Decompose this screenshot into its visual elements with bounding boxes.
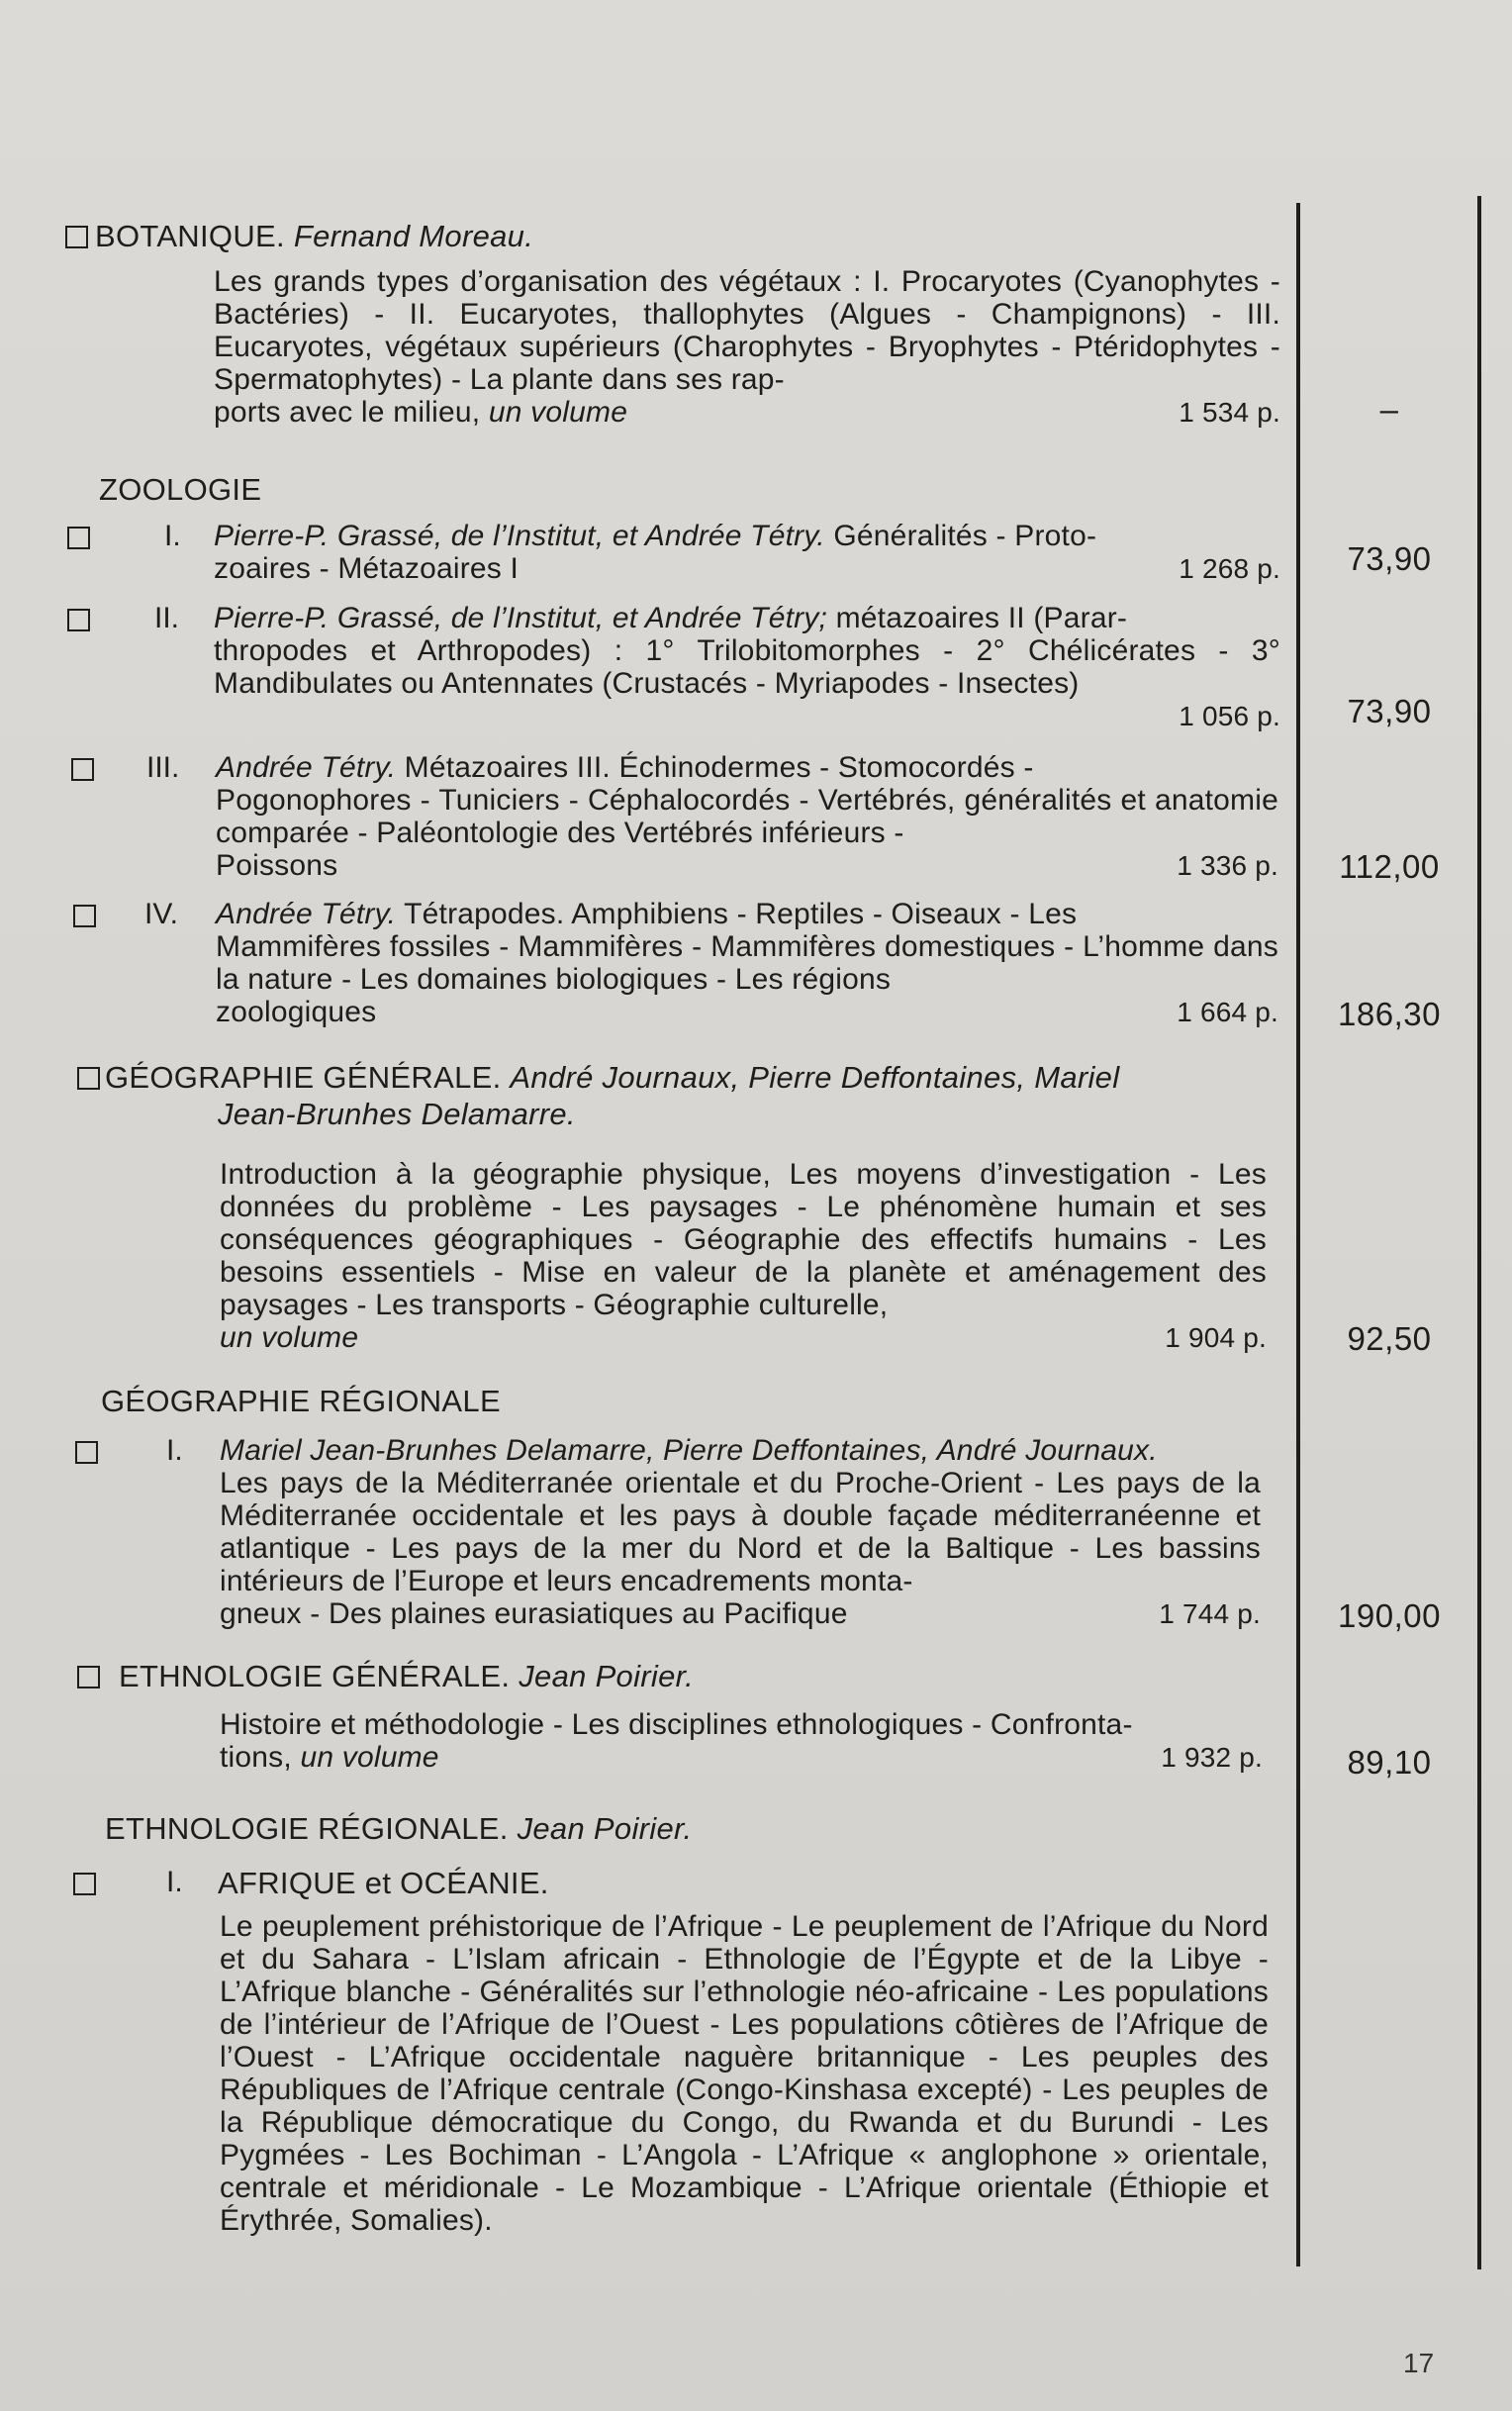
entry-title: ETHNOLOGIE GÉNÉRALE.: [119, 1659, 511, 1693]
price-ethnologie-generale: 89,10: [1347, 1744, 1432, 1781]
entry-author: André Journaux, Pierre Deffontaines, Mariel: [510, 1060, 1120, 1095]
entry-numeral: I.: [166, 1434, 183, 1467]
entry-title-afrique-oceanie: AFRIQUE et OCÉANIE.: [218, 1866, 549, 1900]
price-zoologie-2: 73,90: [1347, 693, 1432, 729]
checkbox-geographie-generale[interactable]: [77, 1067, 100, 1090]
price-botanique: –: [1379, 391, 1399, 428]
entry-last-line: tions, un volume 1 932 p.: [220, 1741, 1263, 1774]
checkbox-ethnologie-generale[interactable]: [77, 1666, 100, 1688]
entry-last-line: zoologiques 1 664 p.: [216, 996, 1278, 1028]
entry-description: Le peuplement préhistorique de l’Afrique - Le peuplement de l’Afrique du Nord et du Sahara - L’Islam africain - Ethnologie de l’Égypte et de la Libye - L’Afrique blanche - Généralités sur l’ethnologie néo-africaine - Les populations de l’intérieur de l’Afrique de l’Ouest - Les populations côtières de l’Afrique de l’Ouest - L’Afrique occidentale naguère britannique - Les peuples des Républiques de l’Afrique centrale (Congo-Kinshasa excepté) - Les peuples de la République démocratique du Congo, du Rwanda et du Burundi - Les Pygmées - Les Bochiman - L’Angola - L’Afrique « anglophone » orientale, centrale et méridionale - Le Mozambique - L’Afrique orientale (Éthiopie et Érythrée, Somalies).: [220, 1910, 1269, 2237]
entry-description: Introduction à la géographie physique, Les moyens d’investigation - Les données du problème - Les paysages - Le phénomène humain et ses conséquences géographiques - Géographie des effectifs humains - Les besoins essentiels - Mise en valeur de la planète et aménagement des paysages - Les transports - Géographie culturelle,: [220, 1158, 1267, 1321]
entry-numeral: IV.: [144, 898, 178, 930]
page-count: 1 904 p.: [1165, 1322, 1267, 1353]
entry-author: Jean Poirier.: [517, 1811, 693, 1846]
page-count: 1 056 p.: [1179, 701, 1280, 731]
price-zoologie-1: 73,90: [1347, 540, 1432, 577]
page-number: 17: [1403, 2348, 1435, 2378]
entry-title: BOTANIQUE.: [95, 219, 285, 253]
price-geographie-generale: 92,50: [1347, 1320, 1432, 1357]
entry-description: Mammifères fossiles - Mammifères - Mammifères domestiques - L’homme dans la nature - Les domaines biologiques - Les régions: [216, 930, 1278, 996]
entry-description: thropodes et Arthropodes) : 1° Trilobitomorphes - 2° Chélicérates - 3° Mandibulates ou Antennates (Crustacés - Myriapodes - Insectes): [214, 634, 1280, 700]
page-count: 1 534 p.: [1179, 397, 1280, 428]
entry-body-zoologie-4: Andrée Tétry. Tétrapodes. Amphibiens - Reptiles - Oiseaux - Les Mammifères fossiles - Mammifères - Mammifères domestiques - L’homme dans la nature - Les domaines biologiques - Les régions zoologiques 1 664 p.: [216, 898, 1278, 1028]
entry-author: Pierre-P. Grassé, de l’Institut, et Andrée Tétry;: [214, 602, 828, 634]
checkbox-afrique-oceanie[interactable]: [73, 1873, 96, 1895]
checkbox-zoologie-1[interactable]: [67, 527, 90, 549]
page-count: 1 664 p.: [1177, 997, 1278, 1027]
entry-heading-geographie-generale: [105, 1060, 1119, 1096]
entry-body-ethnologie-generale: [220, 1708, 1263, 1774]
entry-author: Andrée Tétry.: [216, 898, 397, 930]
entry-author: Jean-Brunhes Delamarre.: [218, 1097, 576, 1131]
checkbox-zoologie-2[interactable]: [67, 609, 90, 631]
entry-last-line: zoaires - Métazoaires I 1 268 p.: [214, 552, 1280, 585]
entry-author: Mariel Jean-Brunhes Delamarre, Pierre Deffontaines, André Journaux.: [220, 1434, 1158, 1467]
page-count: 1 268 p.: [1179, 553, 1280, 584]
entry-body-botanique: [214, 265, 1280, 429]
page-count: 1 932 p.: [1161, 1742, 1263, 1773]
price-geographie-regionale-1: 190,00: [1338, 1597, 1441, 1634]
entry-body-geographie-generale: [220, 1158, 1267, 1354]
price-column-rule-left: [1296, 203, 1300, 2266]
entry-numeral: III.: [146, 751, 180, 784]
entry-last-line: ports avec le milieu, un volume 1 534 p.: [214, 396, 1280, 429]
entry-last-line: un volume 1 904 p.: [220, 1321, 1267, 1354]
price-zoologie-4: 186,30: [1338, 996, 1441, 1032]
checkbox-zoologie-4[interactable]: [73, 905, 96, 927]
section-heading-geographie-regionale: GÉOGRAPHIE RÉGIONALE: [101, 1384, 501, 1418]
checkbox-zoologie-3[interactable]: [71, 758, 94, 781]
entry-numeral: I.: [166, 1866, 183, 1898]
entry-body-zoologie-1: Pierre-P. Grassé, de l’Institut, et Andrée Tétry. Généralités - Proto- zoaires - Métazoaires I 1 268 p.: [214, 520, 1280, 585]
checkbox-botanique[interactable]: [65, 226, 88, 248]
entry-heading-ethnologie-generale: [119, 1659, 694, 1694]
entry-body-afrique-oceanie: [220, 1910, 1269, 2237]
entry-author: Jean Poirier.: [519, 1659, 695, 1693]
page-count: 1 336 p.: [1177, 850, 1278, 881]
entry-title: GÉOGRAPHIE GÉNÉRALE.: [105, 1060, 502, 1095]
entry-description: Pogonophores - Tuniciers - Céphalocordés - Vertébrés, généralités et anatomie comparée - Paléontologie des Vertébrés inférieurs -: [216, 784, 1278, 849]
entry-numeral: II.: [154, 602, 180, 634]
entry-body-zoologie-3: Andrée Tétry. Métazoaires III. Échinodermes - Stomocordés - Pogonophores - Tuniciers - Céphalocordés - Vertébrés, généralités et anatomie comparée - Paléontologie des Vertébrés inférieurs - Poissons 1 336 p.: [216, 751, 1278, 882]
page-count: 1 744 p.: [1159, 1598, 1261, 1629]
entry-last-line: Poissons 1 336 p.: [216, 849, 1278, 882]
price-zoologie-3: 112,00: [1339, 848, 1440, 885]
entry-author: Andrée Tétry.: [216, 751, 397, 784]
entry-description: Les pays de la Méditerranée orientale et du Proche-Orient - Les pays de la Méditerranée occidentale et les pays à double façade méditerranéenne et atlantique - Les pays de la mer du Nord et de la Baltique - Les bassins intérieurs de l’Europe et leurs encadrements monta-: [220, 1467, 1261, 1597]
entry-title: ETHNOLOGIE RÉGIONALE.: [105, 1811, 509, 1846]
entry-numeral: I.: [164, 520, 181, 552]
entry-body-zoologie-2: Pierre-P. Grassé, de l’Institut, et Andrée Tétry; métazoaires II (Parar- thropodes et Arthropodes) : 1° Trilobitomorphes - 2° Chélicérates - 3° Mandibulates ou Antennates (Crustacés - Myriapodes - Insectes) 1 056 p.: [214, 602, 1280, 731]
entry-author: Pierre-P. Grassé, de l’Institut, et Andrée Tétry.: [214, 520, 825, 552]
entry-last-line: gneux - Des plaines eurasiatiques au Pacifique 1 744 p.: [220, 1597, 1261, 1630]
entry-last-line: [214, 700, 1280, 732]
checkbox-geographie-regionale-1[interactable]: [75, 1441, 98, 1464]
entry-author: Fernand Moreau.: [293, 219, 534, 253]
entry-description: Histoire et méthodologie - Les disciplines ethnologiques - Confronta-: [220, 1708, 1133, 1741]
section-heading-ethnologie-regionale: [105, 1811, 692, 1847]
entry-description: Les grands types d’organisation des végétaux : I. Procaryotes (Cyanophytes - Bactéries) - II. Eucaryotes, thallophytes (Algues - Champignons) - III. Eucaryotes, végétaux supérieurs (Charophytes - Bryophytes - Ptéridophytes - Spermatophytes) - La plante dans ses rap-: [214, 265, 1280, 396]
entry-body-geographie-regionale-1: [220, 1434, 1261, 1630]
entry-heading-geographie-generale-line2: [218, 1097, 576, 1132]
section-heading-zoologie: ZOOLOGIE: [99, 472, 262, 507]
price-column-rule-right: [1477, 196, 1481, 2269]
entry-heading-botanique: [95, 219, 533, 254]
